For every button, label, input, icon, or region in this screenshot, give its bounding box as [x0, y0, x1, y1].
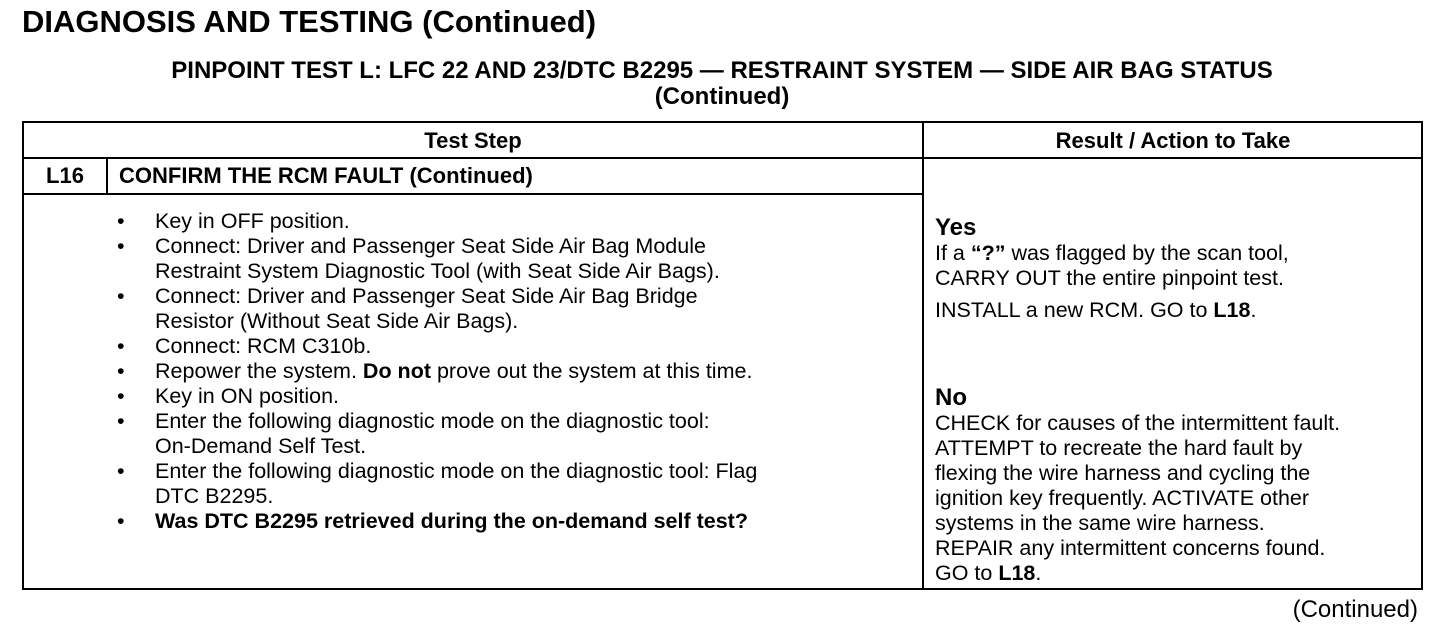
list-item [112, 359, 912, 384]
bullet-icon: • [117, 284, 125, 308]
step-text-pre: Repower the system. [155, 359, 363, 383]
step-title: CONFIRM THE RCM FAULT (Continued) [119, 163, 533, 188]
page-title: DIAGNOSIS AND TESTING (Continued) [22, 4, 597, 39]
result-no [935, 385, 1425, 586]
list-item [112, 459, 912, 509]
result-no-line: ignition key frequently. ACTIVATE other [935, 486, 1310, 510]
pinpoint-test-title-line2: (Continued) [654, 83, 790, 110]
result-no-line: ATTEMPT to recreate the hard fault by [935, 436, 1303, 460]
step-text: Enter the following diagnostic mode on the diagnostic tool: [155, 409, 710, 433]
result-no-heading: No [935, 384, 967, 411]
header-result-action: Result / Action to Take [1055, 128, 1291, 153]
step-text: Restraint System Diagnostic Tool (with Seat Side Air Bags). [155, 259, 720, 283]
footer-continued: (Continued) [1292, 596, 1418, 623]
bullet-icon: • [117, 359, 125, 383]
result-yes-action [935, 298, 1425, 323]
pinpoint-test-title-line1: PINPOINT TEST L: LFC 22 AND 23/DTC B2295 — RESTRAINT SYSTEM — SIDE AIR BAG STATUS [171, 57, 1273, 84]
result-yes-line: CARRY OUT the entire pinpoint test. [935, 266, 1284, 290]
list-item [112, 334, 912, 359]
step-text: On-Demand Self Test. [155, 434, 367, 458]
bullet-icon: • [117, 209, 125, 233]
list-item [112, 209, 912, 234]
bullet-icon: • [117, 334, 125, 358]
result-yes-text-pre: If a [935, 241, 971, 265]
result-yes-step-link: L18 [1213, 298, 1251, 322]
result-no-line: systems in the same wire harness. [935, 511, 1265, 535]
bullet-icon: • [117, 509, 125, 533]
result-yes-text-post: was flagged by the scan tool, [1005, 241, 1289, 265]
result-yes [935, 215, 1425, 323]
header-test-step: Test Step [424, 128, 522, 153]
step-text [155, 359, 912, 384]
result-no-step-link: L18 [998, 561, 1036, 585]
list-item [112, 384, 912, 409]
result-no-action-post: . [1035, 561, 1042, 585]
list-item [112, 234, 912, 284]
result-yes-text-emphasis: “?” [970, 241, 1006, 265]
step-text: Resistor (Without Seat Side Air Bags). [155, 309, 519, 333]
list-item [112, 284, 912, 334]
result-yes-action-post: . [1250, 298, 1257, 322]
result-no-action-pre: GO to [935, 561, 999, 585]
bullet-icon: • [117, 409, 125, 433]
bullet-icon: • [117, 459, 125, 483]
step-text: Connect: RCM C310b. [155, 334, 372, 358]
result-yes-heading: Yes [935, 214, 977, 241]
step-title-divider [24, 193, 922, 195]
result-no-action [935, 561, 1425, 586]
result-yes-action-pre: INSTALL a new RCM. GO to [935, 298, 1214, 322]
test-step-table [22, 121, 1423, 590]
bullet-icon: • [117, 234, 125, 258]
step-id: L16 [46, 163, 84, 188]
result-no-line: CHECK for causes of the intermittent fault. [935, 411, 1341, 435]
step-text-emphasis: Do not [362, 359, 431, 383]
result-yes-line [935, 241, 1425, 266]
list-item [112, 509, 912, 534]
step-text: Connect: Driver and Passenger Seat Side Air Bag Bridge [155, 284, 698, 308]
column-divider [922, 123, 924, 588]
pinpoint-test-title [22, 58, 1422, 110]
list-item [112, 409, 912, 459]
test-step-list [112, 209, 912, 534]
step-text: Key in OFF position. [155, 209, 350, 233]
step-text: Connect: Driver and Passenger Seat Side Air Bag Module [155, 234, 706, 258]
step-question: Was DTC B2295 retrieved during the on-demand self test? [155, 509, 748, 533]
spacer [935, 291, 1425, 298]
bullet-icon: • [117, 384, 125, 408]
result-no-line: REPAIR any intermittent concerns found. [935, 536, 1326, 560]
step-text: DTC B2295. [155, 484, 274, 508]
step-id-divider [106, 158, 108, 194]
step-text: Key in ON position. [155, 384, 340, 408]
step-text-post: prove out the system at this time. [430, 359, 753, 383]
result-no-line: flexing the wire harness and cycling the [935, 461, 1311, 485]
step-text: Enter the following diagnostic mode on the diagnostic tool: Flag [155, 459, 758, 483]
